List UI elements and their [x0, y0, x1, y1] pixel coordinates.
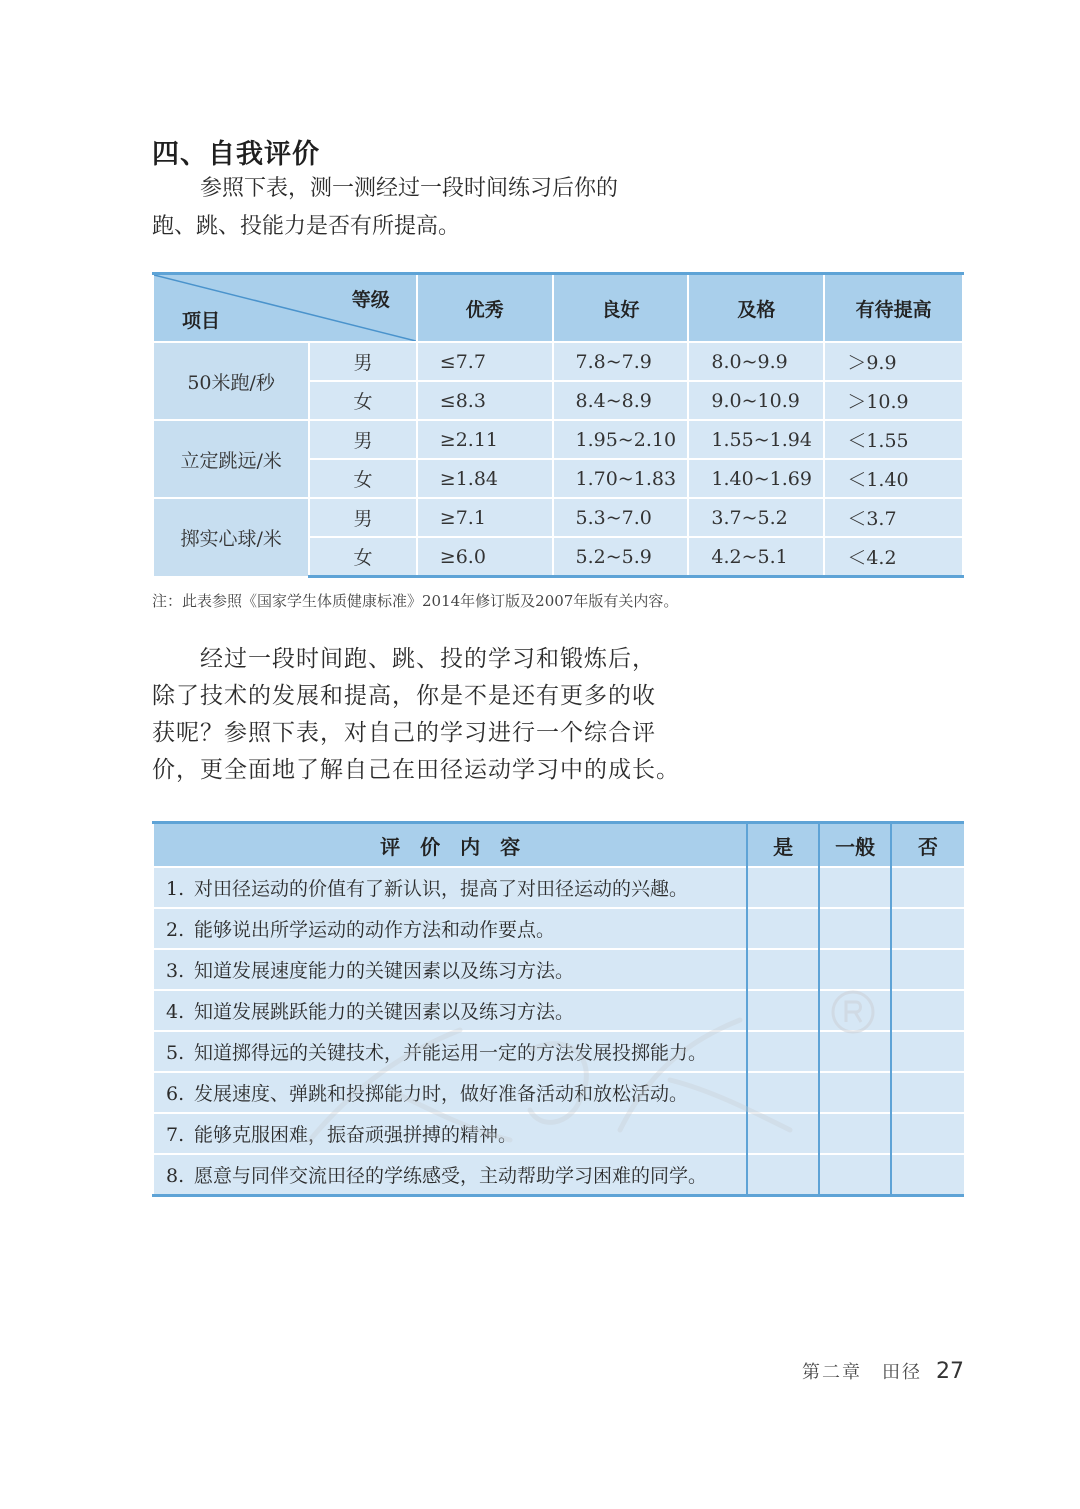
- reflect-line-2: 除了技术的发展和提高，你是不是还有更多的收: [152, 683, 656, 709]
- item-number: 3.: [166, 960, 185, 982]
- average-cell[interactable]: [819, 867, 891, 908]
- table-row: [153, 342, 963, 381]
- table-row: [153, 1113, 964, 1154]
- corner-header: [153, 274, 417, 343]
- self-evaluation-table: [152, 821, 964, 1197]
- value-cell: ＞10.9: [824, 381, 963, 420]
- eval-item: [153, 1154, 747, 1196]
- average-cell[interactable]: [819, 949, 891, 990]
- value-cell: ≥1.84: [417, 459, 553, 498]
- intro-line-2: 跑、跳、投能力是否有所提高。: [152, 214, 461, 239]
- no-cell[interactable]: [891, 1113, 964, 1154]
- yes-cell[interactable]: [747, 908, 819, 949]
- item-number: 5.: [166, 1042, 185, 1064]
- sex-cell: 男: [309, 498, 417, 537]
- eval-item: [153, 1113, 747, 1154]
- average-cell[interactable]: [819, 1031, 891, 1072]
- yes-cell[interactable]: [747, 990, 819, 1031]
- no-cell[interactable]: [891, 908, 964, 949]
- yes-cell[interactable]: [747, 1154, 819, 1196]
- table-row: [153, 420, 963, 459]
- value-cell: ≥2.11: [417, 420, 553, 459]
- table-note: 注：此表参照《国家学生体质健康标准》2014年修订版及2007年版有关内容。: [152, 592, 679, 610]
- table-row: [153, 1031, 964, 1072]
- intro-paragraph: [152, 170, 697, 246]
- no-cell[interactable]: [891, 867, 964, 908]
- grade-standard-table: [152, 272, 964, 578]
- item-cell: 立定跳远/米: [153, 420, 309, 498]
- value-cell: ＜3.7: [824, 498, 963, 537]
- item-cell: 掷实心球/米: [153, 498, 309, 577]
- average-cell[interactable]: [819, 908, 891, 949]
- item-text: 能够克服困难，振奋顽强拼搏的精神。: [194, 1124, 518, 1146]
- value-cell: ＞9.9: [824, 342, 963, 381]
- sex-cell: 女: [309, 459, 417, 498]
- eval-item: [153, 908, 747, 949]
- value-cell: 8.0~9.9: [688, 342, 824, 381]
- table-row: [153, 498, 963, 537]
- eval-item: [153, 867, 747, 908]
- value-cell: 5.3~7.0: [553, 498, 689, 537]
- page-footer: [802, 1358, 964, 1384]
- average-cell[interactable]: [819, 990, 891, 1031]
- item-text: 能够说出所学运动的动作方法和动作要点。: [194, 919, 556, 941]
- value-cell: ≥6.0: [417, 537, 553, 577]
- table-row: [153, 990, 964, 1031]
- value-cell: ≤8.3: [417, 381, 553, 420]
- page-number: 27: [936, 1359, 964, 1384]
- chapter-label: 第二章 田径: [802, 1362, 922, 1383]
- yes-cell[interactable]: [747, 1031, 819, 1072]
- item-number: 6.: [166, 1083, 185, 1105]
- item-number: 4.: [166, 1001, 185, 1023]
- content-header: 评 价 内 容: [153, 823, 747, 868]
- item-number: 7.: [166, 1124, 185, 1146]
- average-cell[interactable]: [819, 1113, 891, 1154]
- sex-cell: 男: [309, 420, 417, 459]
- value-cell: ＜4.2: [824, 537, 963, 577]
- table-row: [153, 949, 964, 990]
- no-cell[interactable]: [891, 1154, 964, 1196]
- value-cell: 1.40~1.69: [688, 459, 824, 498]
- value-cell: 1.95~2.10: [553, 420, 689, 459]
- yes-header: 是: [747, 823, 819, 868]
- yes-cell[interactable]: [747, 1072, 819, 1113]
- corner-item-label: 项目: [182, 310, 221, 332]
- no-header: 否: [891, 823, 964, 868]
- item-text: 知道发展速度能力的关键因素以及练习方法。: [194, 960, 575, 982]
- eval-item: [153, 1072, 747, 1113]
- sex-cell: 女: [309, 537, 417, 577]
- intro-line-1: 参照下表，测一测经过一段时间练习后你的: [200, 176, 619, 201]
- table-row: [153, 908, 964, 949]
- level-header-pass: 及格: [688, 274, 824, 343]
- item-text: 知道掷得远的关键技术，并能运用一定的方法发展投掷能力。: [194, 1042, 708, 1064]
- value-cell: 5.2~5.9: [553, 537, 689, 577]
- level-header-improve: 有待提高: [824, 274, 963, 343]
- section-heading: 四、自我评价: [152, 139, 320, 170]
- item-cell: 50米跑/秒: [153, 342, 309, 420]
- value-cell: 9.0~10.9: [688, 381, 824, 420]
- reflect-line-4: 价，更全面地了解自己在田径运动学习中的成长。: [152, 757, 680, 783]
- no-cell[interactable]: [891, 949, 964, 990]
- item-number: 1.: [166, 878, 185, 900]
- level-header-good: 良好: [553, 274, 689, 343]
- item-number: 2.: [166, 919, 185, 941]
- value-cell: 4.2~5.1: [688, 537, 824, 577]
- value-cell: 1.55~1.94: [688, 420, 824, 459]
- level-header-excellent: 优秀: [417, 274, 553, 343]
- item-text: 发展速度、弹跳和投掷能力时，做好准备活动和放松活动。: [194, 1083, 689, 1105]
- yes-cell[interactable]: [747, 949, 819, 990]
- no-cell[interactable]: [891, 1072, 964, 1113]
- eval-item: [153, 990, 747, 1031]
- eval-item: [153, 1031, 747, 1072]
- value-cell: 3.7~5.2: [688, 498, 824, 537]
- value-cell: ≤7.7: [417, 342, 553, 381]
- value-cell: 7.8~7.9: [553, 342, 689, 381]
- corner-grade-label: 等级: [351, 289, 390, 311]
- value-cell: 8.4~8.9: [553, 381, 689, 420]
- item-text: 知道发展跳跃能力的关键因素以及练习方法。: [194, 1001, 575, 1023]
- average-cell[interactable]: [819, 1154, 891, 1196]
- table-row: [153, 1154, 964, 1196]
- eval-item: [153, 949, 747, 990]
- yes-cell[interactable]: [747, 1113, 819, 1154]
- reflect-paragraph: [152, 641, 697, 789]
- value-cell: ＜1.55: [824, 420, 963, 459]
- reflect-line-1: 经过一段时间跑、跳、投的学习和锻炼后，: [200, 646, 656, 672]
- sex-cell: 女: [309, 381, 417, 420]
- value-cell: ＜1.40: [824, 459, 963, 498]
- item-text: 愿意与同伴交流田径的学练感受，主动帮助学习困难的同学。: [194, 1165, 708, 1187]
- no-cell[interactable]: [891, 990, 964, 1031]
- average-header: 一般: [819, 823, 891, 868]
- table-row: [153, 1072, 964, 1113]
- table-row: [153, 867, 964, 908]
- reflect-line-3: 获呢？参照下表，对自己的学习进行一个综合评: [152, 720, 656, 746]
- no-cell[interactable]: [891, 1031, 964, 1072]
- value-cell: 1.70~1.83: [553, 459, 689, 498]
- value-cell: ≥7.1: [417, 498, 553, 537]
- yes-cell[interactable]: [747, 867, 819, 908]
- item-number: 8.: [166, 1165, 185, 1187]
- average-cell[interactable]: [819, 1072, 891, 1113]
- sex-cell: 男: [309, 342, 417, 381]
- item-text: 对田径运动的价值有了新认识，提高了对田径运动的兴趣。: [194, 878, 689, 900]
